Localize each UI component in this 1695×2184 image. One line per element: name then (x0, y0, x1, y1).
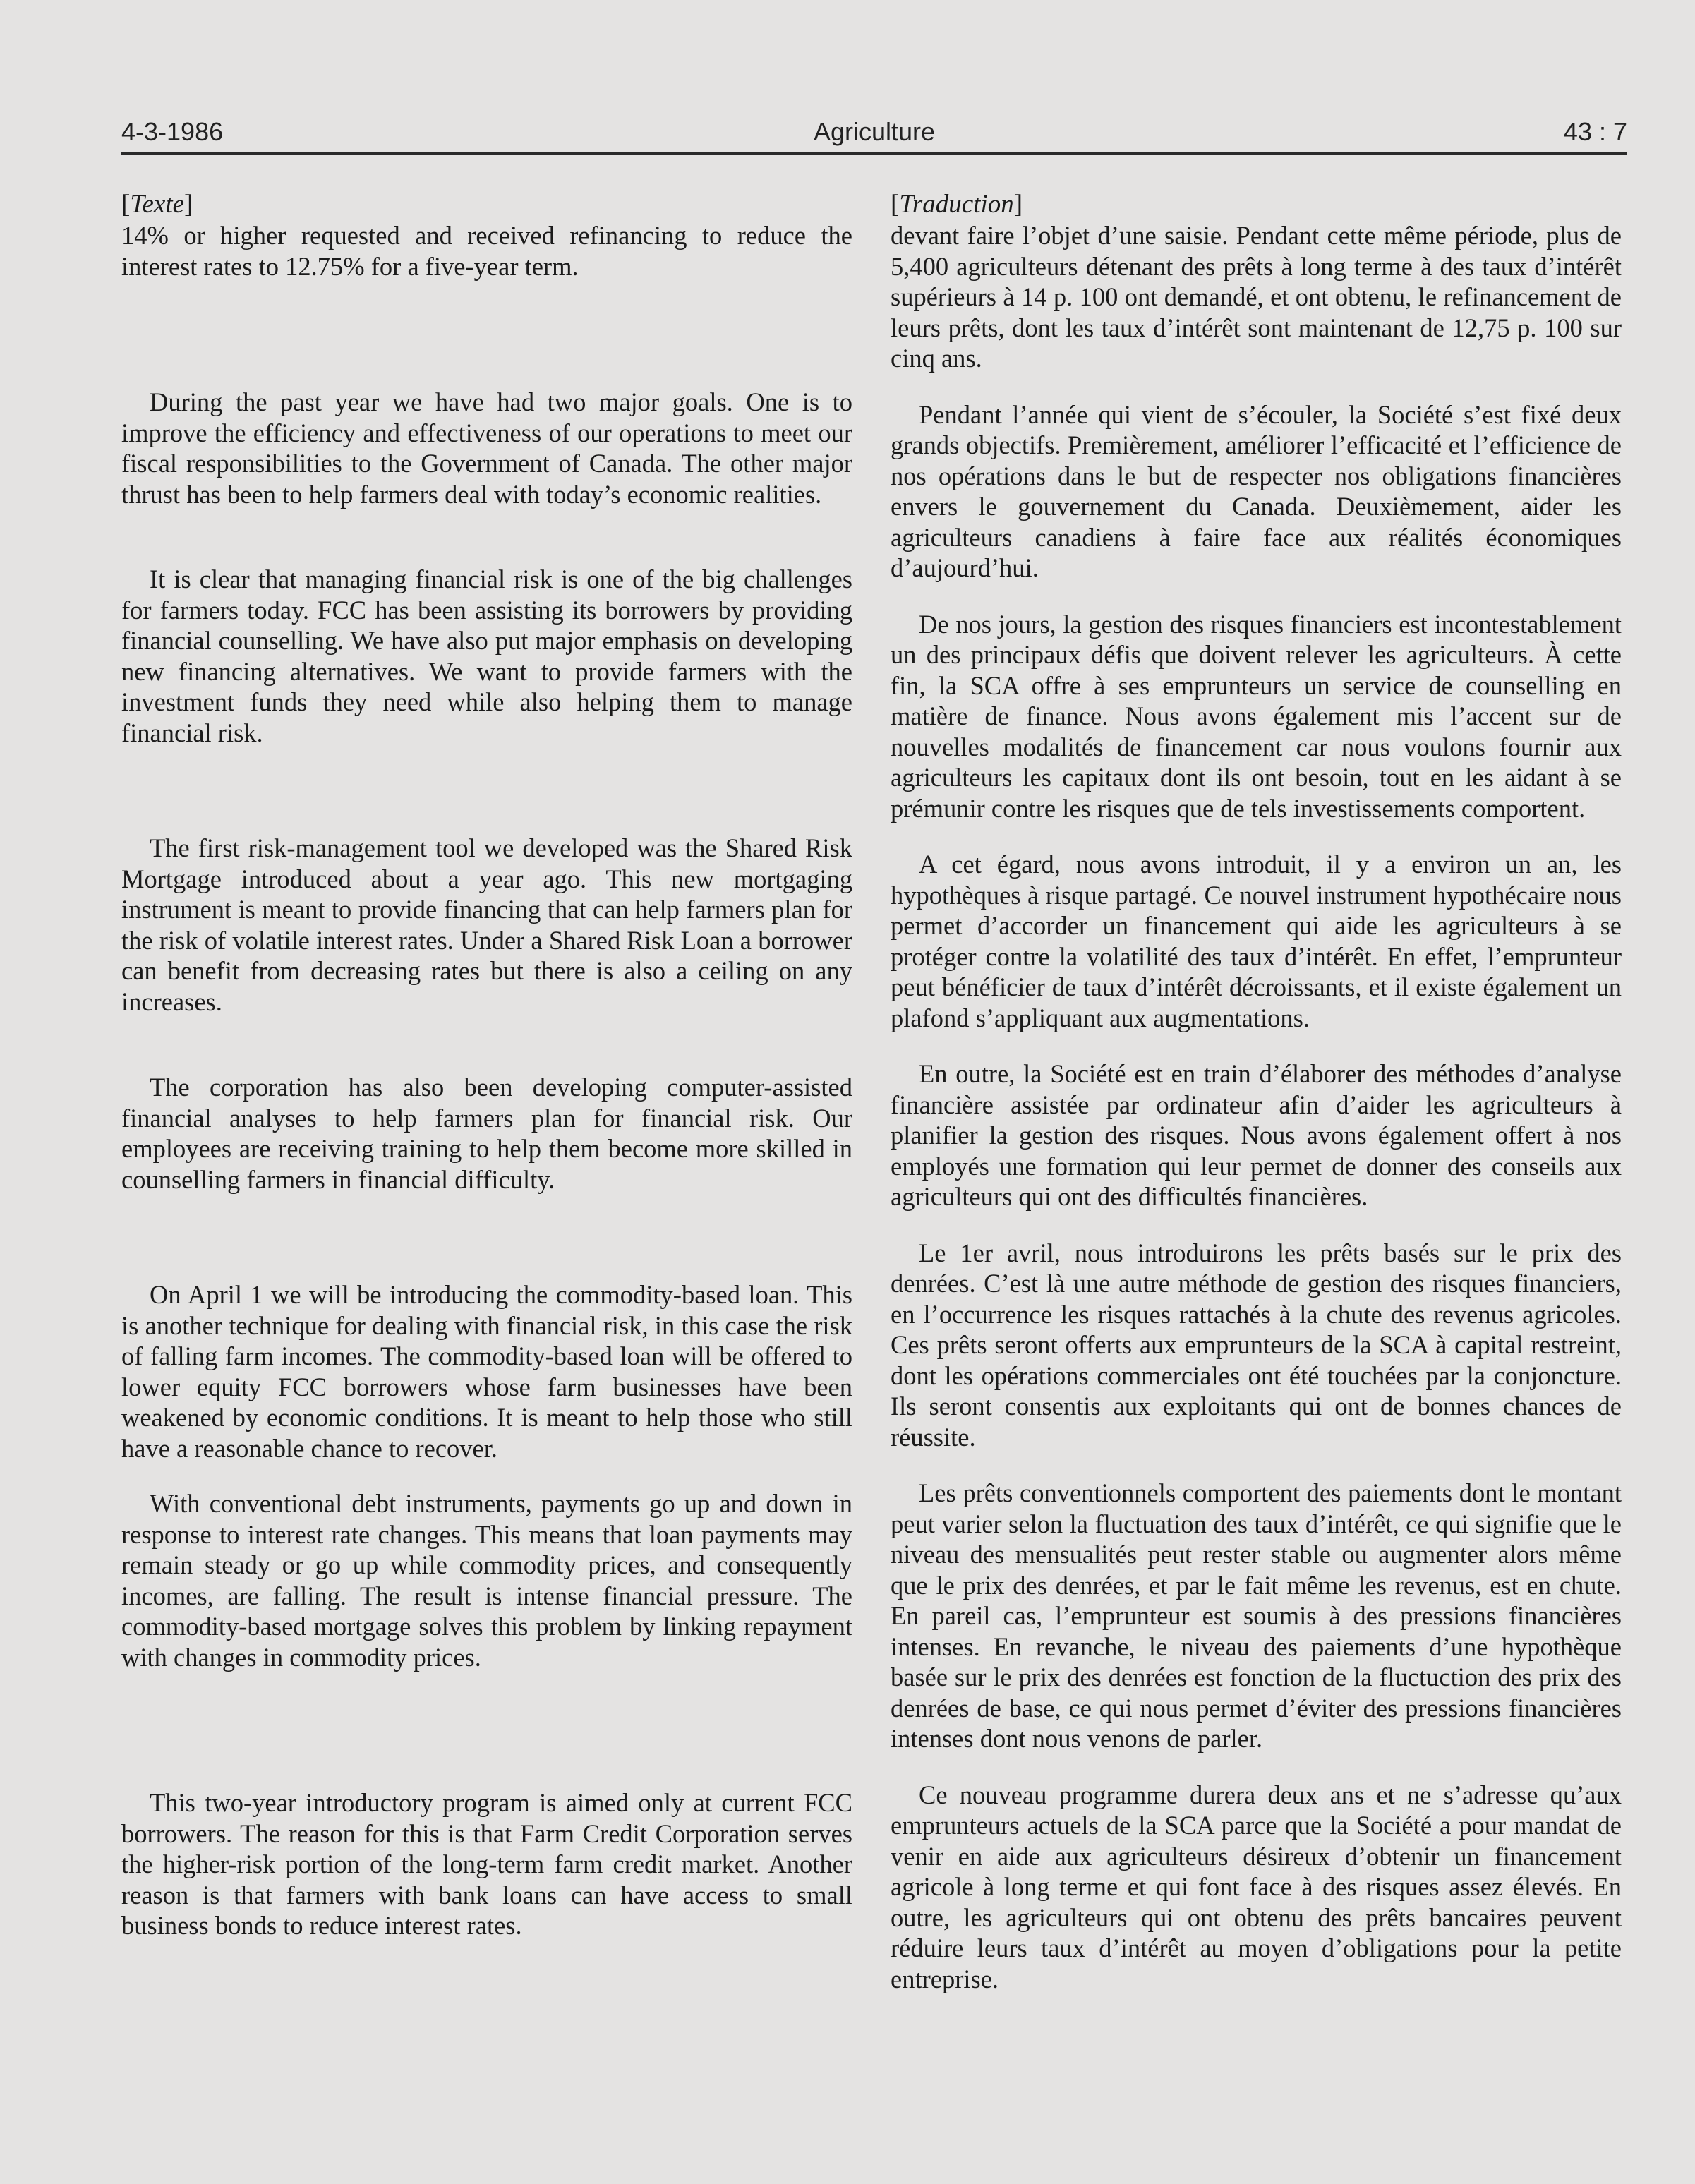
header-date: 4-3-1986 (121, 117, 224, 146)
left-paragraph: The corporation has also been developing computer-assisted financial analyses to help farmers plan for financial risk. Our employees are receiving training to help them become more skilled in counselling farmers in financial difficulty. (121, 1073, 852, 1194)
left-column-label: [Texte] (121, 190, 193, 219)
right-paragraph: Pendant l’année qui vient de s’écouler, la Société s’est fixé deux grands objectifs. Premièrement, améliorer l’efficacité et l’efficience de nos opérations dans le but de respecter nos obligations financières envers le gouvernement du Canada. Deuxièmement, aider les agriculteurs canadiens à faire face aux réalités économiques d’aujourd’hui. (891, 399, 1622, 582)
header-page-number: 43 : 7 (1563, 117, 1627, 146)
right-paragraph: Le 1er avril, nous introduirons les prêts basés sur le prix des denrées. C’est là une autre méthode de gestion des risques financiers, en l’occurrence les risques rattachés à la chute des revenus agricoles. Ces prêts seront offerts aux emprunteurs de la SCA à capital restreint, dont les opérations commerciales ont été touchées par la conjoncture. Ils seront consentis aux exploitants qui ont de bonnes chances de réussite. (891, 1238, 1622, 1452)
left-paragraph: It is clear that managing financial risk is one of the big challenges for farmers today. FCC has been assisting its borrowers by providing financial counselling. We have also put major emphasis on developing new financing alternatives. We want to provide farmers with the investment funds they need while also helping them to manage financial risk. (121, 565, 852, 747)
right-column-label: [Traduction] (891, 190, 1023, 219)
left-label-text: Texte (130, 190, 185, 219)
right-paragraph: Ce nouveau programme durera deux ans et ne s’adresse qu’aux emprunteurs actuels de la SCA parce que la Société a pour mandat de venir en aide aux agriculteurs désireux d’obtenir un financement agricole à long terme et qui font face à des risques assez élevés. En outre, les agriculteurs qui ont obtenu des prêts bancaires peuvent réduire leurs taux d’intérêt au moyen d’obligations pour la petite entreprise. (891, 1780, 1622, 1993)
left-paragraph: With conventional debt instruments, payments go up and down in response to interest rate changes. This means that loan payments may remain steady or go up while commodity prices, and consequently incomes, are falling. The result is intense financial pressure. The commodity-based mortgage solves this problem by linking repayment with changes in commodity prices. (121, 1489, 852, 1672)
right-paragraph: De nos jours, la gestion des risques financiers est incontestablement un des principaux défis que doivent relever les agriculteurs. À cette fin, la SCA offre à ses emprunteurs un service de counselling en matière de finance. Nous avons également mis l’accent sur de nouvelles modalités de financement car nous voulons fournir aux agriculteurs les capitaux dont ils ont besoin, tout en les aidant à se prémunir contre les risques que de tels investissements comportent. (891, 609, 1622, 823)
left-paragraph: On April 1 we will be introducing the commodity-based loan. This is another technique for dealing with financial risk, in this case the risk of falling farm incomes. The commodity-based loan will be offered to lower equity FCC borrowers whose farm businesses have been weakened by economic conditions. It is meant to help those who still have a reasonable chance to recover. (121, 1280, 852, 1463)
right-paragraph: Les prêts conventionnels comportent des paiements dont le montant peut varier selon la fluctuation des taux d’intérêt, ce qui signifie que le niveau des mensualités peut rester stable ou augmenter alors même que le prix des denrées, et par le fait même les revenus, est en chute. En pareil cas, l’emprunteur est soumis à des pressions financières intenses. En revanche, le niveau des paiements d’une hypothèque basée sur le prix des denrées est fonction de la fluctuction des prix des denrées de base, ce qui nous permet d’éviter des pressions financières intenses dont nous venons de parler. (891, 1478, 1622, 1753)
page-header (121, 117, 1627, 157)
right-paragraph: A cet égard, nous avons introduit, il y a environ un an, les hypothèques à risque partagé. Ce nouvel instrument hypothécaire nous permet d’accorder un financement qui aide les agriculteurs à se protéger contre la volatilité des taux d’intérêt. En effet, l’emprunteur peut bénéficier de taux d’intérêt décroissants, et il existe également un plafond s’appliquant aux augmentations. (891, 850, 1622, 1032)
right-column (891, 189, 1622, 1994)
left-column (121, 189, 852, 1941)
header-title: Agriculture (813, 117, 936, 146)
left-paragraph: During the past year we have had two major goals. One is to improve the efficiency and effectiveness of our operations to meet our fiscal responsibilities to the Government of Canada. The other major thrust has been to help farmers deal with today’s economic realities. (121, 387, 852, 509)
left-paragraph: 14% or higher requested and received refinancing to reduce the interest rates to 12.75% for a five-year term. (121, 221, 852, 281)
right-paragraph: devant faire l’objet d’une saisie. Pendant cette même période, plus de 5,400 agriculteurs détenant des prêts à long terme à des taux d’intérêt supérieurs à 14 p. 100 ont demandé, et ont obtenu, le refinancement de leurs prêts, dont les taux d’intérêt sont maintenant de 12,75 p. 100 sur cinq ans. (891, 221, 1622, 373)
right-paragraph: En outre, la Société est en train d’élaborer des méthodes d’analyse financière assistée par ordinateur afin d’aider les agriculteurs à planifier la gestion des risques. Nous avons également offert à nos employés une formation qui leur permet de donner des conseils aux agriculteurs qui ont des difficultés financières. (891, 1059, 1622, 1211)
left-paragraph: The first risk-management tool we developed was the Shared Risk Mortgage introduced about a year ago. This new mortgaging instrument is meant to provide financing that can help farmers plan for the risk of volatile interest rates. Under a Shared Risk Loan a borrower can benefit from decreasing rates but there is also a ceiling on any increases. (121, 833, 852, 1016)
header-rule (121, 152, 1627, 155)
right-label-text: Traduction (899, 190, 1014, 219)
left-paragraph: This two-year introductory program is aimed only at current FCC borrowers. The reason for this is that Farm Credit Corporation serves the higher-risk portion of the long-term farm credit market. Another reason is that farmers with bank loans can have access to small business bonds to reduce interest rates. (121, 1788, 852, 1940)
